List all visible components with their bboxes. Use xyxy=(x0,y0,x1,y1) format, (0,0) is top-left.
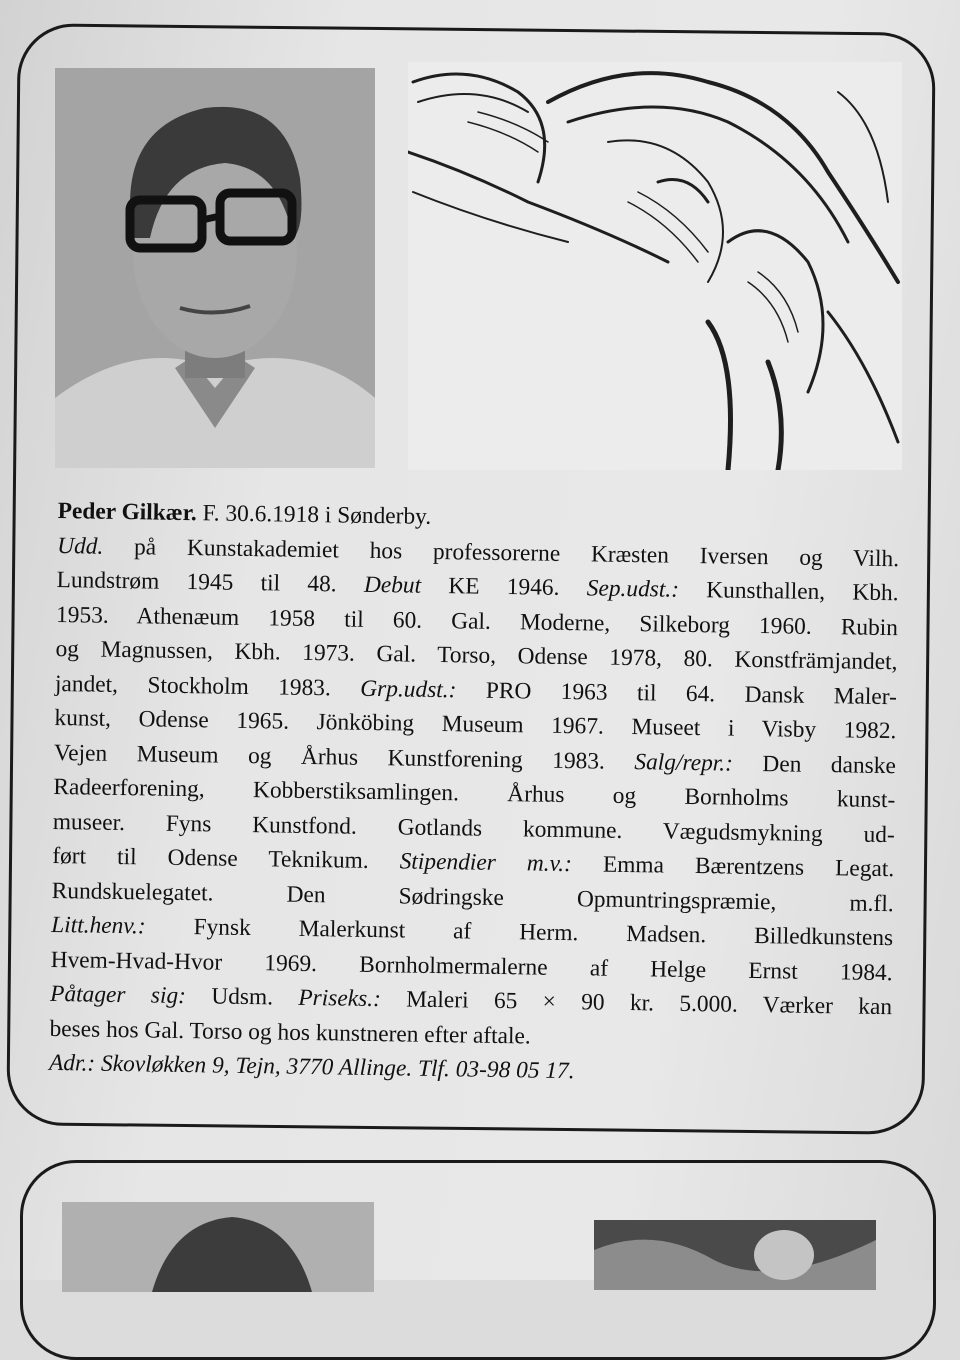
artist-biography xyxy=(49,494,900,1094)
bio-text: beses hos Gal. Torso og hos kunstneren efter aftale. xyxy=(49,1015,531,1049)
artist-portrait-photo xyxy=(55,68,375,468)
bio-field-label: Påtager sig: xyxy=(49,980,187,1010)
bio-text: Den danske xyxy=(732,750,897,779)
bio-text: museer. Fyns Kunstfond. Gotlands kommune. Vægudsmykning ud- xyxy=(52,808,895,848)
bio-text: Lundstrøm 1945 til 48. xyxy=(56,566,365,598)
bio-text: på Kunstakademiet hos professorerne Kræsten Iversen og Vilh. xyxy=(103,533,900,572)
bio-field-label: Salg/repr.: xyxy=(634,748,734,777)
bio-text: jandet, Stockholm 1983. xyxy=(54,670,361,702)
bio-text: Rundskuelegatet. Den Sødringske Opmuntringspræmie, m.fl. xyxy=(51,877,894,917)
bio-text: Fynsk Malerkunst af Herm. Madsen. Billedkunstens xyxy=(145,913,894,952)
bio-text: Udsm. xyxy=(185,983,299,1011)
bio-text: 1953. Athenæum 1958 til 60. Gal. Moderne, Silkeborg 1960. Rubin xyxy=(55,601,899,641)
bio-field-label: Udd. xyxy=(56,532,104,560)
bio-text: kunst, Odense 1965. Jönköbing Museum 1967. Museet i Visby 1982. xyxy=(54,704,897,745)
bio-field-label: Stipendier m.v.: xyxy=(399,848,573,878)
bio-field-label: Grp.udst.: xyxy=(360,675,457,703)
bio-text: PRO 1963 til 64. Dansk Maler- xyxy=(456,676,898,710)
bio-text: Radeerforening, Kobberstiksamlingen. Århus og Bornholms kunst- xyxy=(53,773,896,814)
bio-text: KE 1946. xyxy=(420,572,587,602)
birth-info: F. 30.6.1918 i Sønderby. xyxy=(202,500,432,530)
bio-field-label: Debut xyxy=(363,571,422,599)
bio-text: Kunsthallen, Kbh. xyxy=(678,576,899,607)
artwork-drawing-nude-figure xyxy=(408,62,902,470)
bio-field-label: Sep.udst.: xyxy=(586,575,680,603)
bio-field-label: Priseks.: xyxy=(298,984,382,1013)
bio-text: Vejen Museum og Århus Kunstforening 1983. xyxy=(53,739,635,775)
bio-text: ført til Odense Teknikum. xyxy=(52,842,400,875)
next-entry-portrait-photo xyxy=(62,1202,374,1292)
bio-text: Maleri 65 × 90 kr. 5.000. Værker kan xyxy=(380,986,893,1021)
bio-field-label: Litt.henv.: xyxy=(51,911,146,940)
bio-field-label: Adr.: Skovløkken 9, Tejn, 3770 Allinge. Tlf. 03-98 05 17. xyxy=(48,1049,575,1085)
bio-text: Emma Bærentzens Legat. xyxy=(571,851,895,883)
bio-text: Hvem-Hvad-Hvor 1969. Bornholmermalerne af Helge Ernst 1984. xyxy=(50,946,893,986)
bio-text: og Magnussen, Kbh. 1973. Gal. Torso, Odense 1978, 80. Konstfrämjandet, xyxy=(55,635,898,676)
artist-name: Peder Gilkær. xyxy=(57,497,197,527)
